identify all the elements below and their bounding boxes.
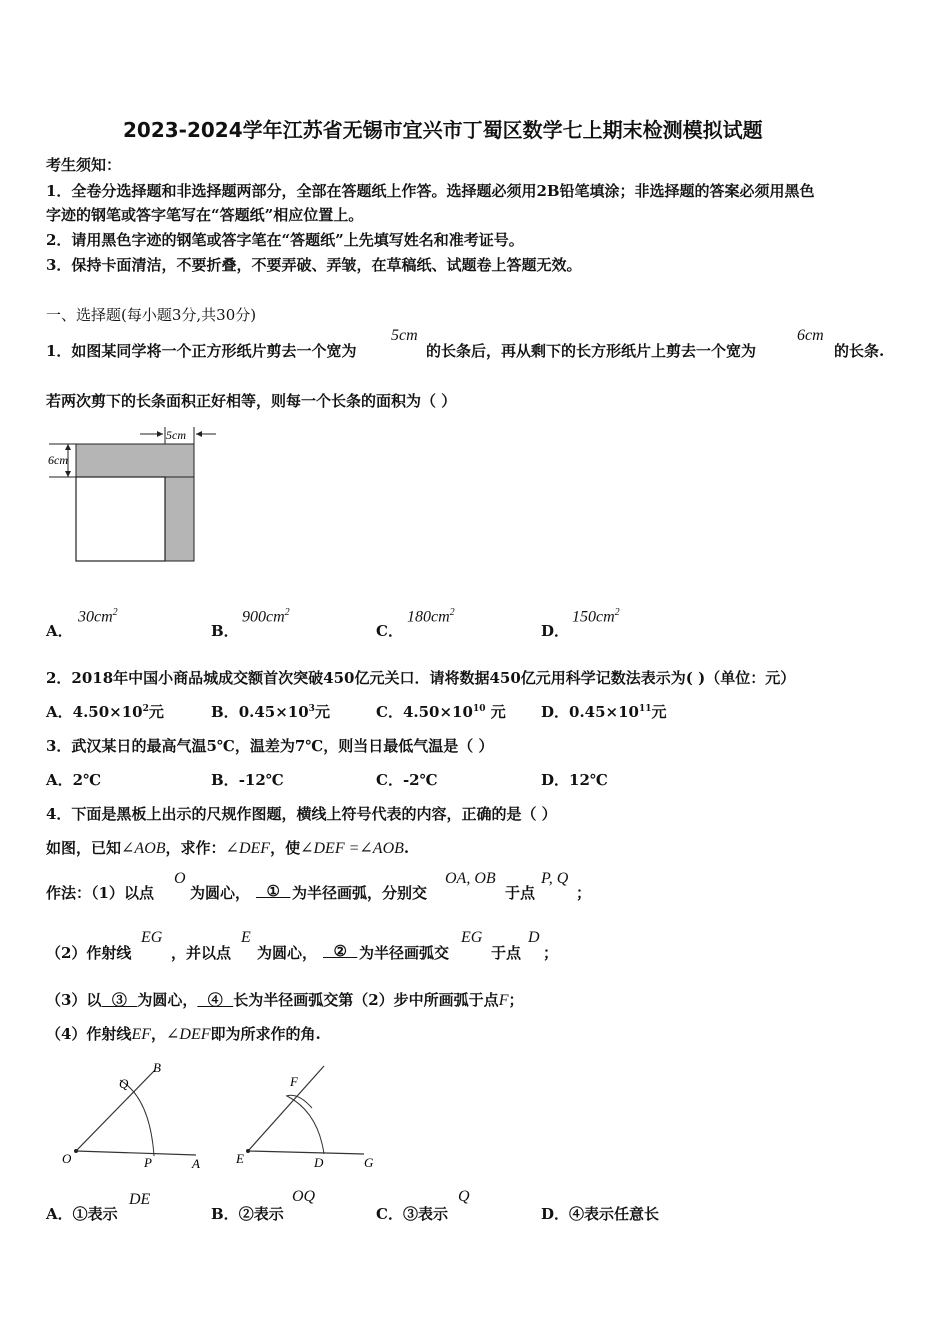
label-6cm: 6cm (48, 453, 68, 467)
q1-option-a-value: $30cm^2$ (78, 607, 118, 626)
q1-text-part1: 1．如图某同学将一个正方形纸片剪去一个宽为 (46, 342, 357, 360)
q4-blank-2: ② (323, 942, 358, 960)
q1-option-c-letter: C． (376, 622, 403, 640)
q4-step1-e: ； (576, 884, 592, 902)
q1-option-b-value: $900cm^2$ (242, 607, 290, 626)
q1-option-a-letter: A． (46, 622, 73, 640)
q4-text: 4．下面是黑板上出示的尺规作图题，横线上符号代表的内容，正确的是（ ） (46, 805, 557, 823)
notice-line-1b: 字迹的钢笔或答字笔写在“答题纸”相应位置上。 (46, 206, 364, 224)
q1-text-line2: 若两次剪下的长条面积正好相等，则每一个长条的面积为（ ） (46, 392, 457, 410)
label-Q: Q (119, 1076, 129, 1091)
q4-option-c: C．③表示 (376, 1205, 448, 1223)
q3-option-b: B．-12℃ (211, 771, 284, 789)
notice-line-2: 2．请用黑色字迹的钢笔或答字笔在“答题纸”上先填写姓名和准考证号。 (46, 231, 524, 249)
q4-step2-m3: EG (461, 929, 483, 946)
q4-step3: （3）以 ③ 为圆心， ④ 长为半径画弧交第（2）步中所画弧于点F； (46, 991, 524, 1009)
q2-text: 2．2018年中国小商品城成交额首次突破450亿元关口．请将数据450亿元用科学记数法表示为( )（单位：元） (46, 669, 796, 687)
q4-blank-4: ④ (197, 991, 234, 1009)
q4-step2-f: ； (543, 944, 559, 962)
q4-step2-d: 为半径画弧交 (359, 944, 450, 962)
q4-step1-c: 为半径画弧，分别交 (292, 884, 428, 902)
q4-step2-a: （2）作射线 (46, 944, 132, 962)
q4-step2-e: 于点 (491, 944, 522, 962)
q4-option-d: D．④表示任意长 (541, 1205, 660, 1223)
q4-step1-b: 为圆心， (190, 884, 251, 902)
q2-option-b: B．$0.45\times 10^3$元 (211, 703, 330, 721)
label-A: A (192, 1156, 200, 1171)
remaining-rectangle (76, 477, 165, 561)
notice-heading: 考生须知： (46, 156, 122, 174)
q1-option-d-value: $150cm^2$ (572, 607, 620, 626)
label-D: D (314, 1155, 324, 1170)
q1-text-part2: 的长条后，再从剩下的长方形纸片上剪去一个宽为 (426, 342, 757, 360)
q1-figure (46, 424, 221, 566)
q1-option-c-value: $180cm^2$ (407, 607, 455, 626)
q4-option-c-math: Q (458, 1188, 470, 1205)
q1-math-width2: 6cm (797, 327, 824, 344)
q2-option-a: A．$4.50\times 10^2$元 (46, 703, 164, 721)
q3-option-a: A．2℃ (46, 771, 102, 789)
q4-blank-3: ③ (101, 991, 138, 1009)
notice-line-1: 1．全卷分选择题和非选择题两部分，全部在答题纸上作答。选择题必须用2B铅笔填涂；非选择题的答案必须用黑色 (46, 182, 815, 200)
q4-step2-m2: E (241, 929, 251, 946)
q4-step2-m1: EG (141, 929, 163, 946)
notice-line-3: 3．保持卡面清洁，不要折叠，不要弄破、弄皱，在草稿纸、试题卷上答题无效。 (46, 256, 582, 274)
q4-figure-def (232, 1062, 380, 1177)
q4-step1-m3: P, Q (541, 870, 569, 887)
q4-step1-m1: O (174, 870, 186, 887)
q3-text: 3．武汉某日的最高气温5℃，温差为7℃，则当日最低气温是（ ） (46, 737, 494, 755)
page-title: 2023-2024学年江苏省无锡市宜兴市丁蜀区数学七上期末检测模拟试题 (123, 118, 763, 142)
q3-option-c: C．-2℃ (376, 771, 438, 789)
q1-option-d-letter: D． (541, 622, 570, 640)
label-P: P (144, 1155, 152, 1170)
q4-step2-c: 为圆心， (257, 944, 318, 962)
q2-option-d: D．$0.45\times 10^{11}$元 (541, 703, 667, 721)
q3-option-d: D．12℃ (541, 771, 608, 789)
q4-option-a-math: DE (129, 1191, 151, 1208)
q4-step1-a: 作法：（1）以点 (46, 884, 154, 902)
label-E: E (236, 1151, 244, 1166)
q4-given: 如图，已知∠AOB，求作：∠DEF，使∠DEF =∠AOB. (46, 839, 410, 857)
q2-option-c: C．$4.50\times 10^{10}$ 元 (376, 703, 506, 721)
q4-step2-m4: D (528, 929, 540, 946)
q4-step2-b: ，并以点 (171, 944, 232, 962)
q4-figure-aob (58, 1058, 208, 1173)
q4-option-b: B．②表示 (211, 1205, 284, 1223)
cut-strip-top (76, 444, 194, 477)
q4-option-a: A．①表示 (46, 1205, 118, 1223)
q4-step1-m2: OA, OB (445, 870, 496, 887)
q1-option-b-letter: B． (211, 622, 239, 640)
cut-strip-right (165, 477, 194, 561)
q4-option-b-math: OQ (292, 1188, 316, 1205)
label-B: B (153, 1060, 161, 1075)
label-5cm: 5cm (166, 428, 186, 442)
q4-step1-d: 于点 (505, 884, 536, 902)
q4-step4: （4）作射线EF，∠DEF即为所求作的角. (46, 1025, 321, 1043)
section-heading: 一、选择题(每小题3分,共30分) (46, 306, 257, 324)
label-G: G (364, 1155, 374, 1170)
label-O: O (62, 1151, 72, 1166)
label-F: F (290, 1074, 298, 1089)
q4-blank-1: ① (256, 882, 291, 900)
q1-math-width1: 5cm (391, 327, 418, 344)
q1-text-part3: 的长条. (834, 342, 885, 360)
